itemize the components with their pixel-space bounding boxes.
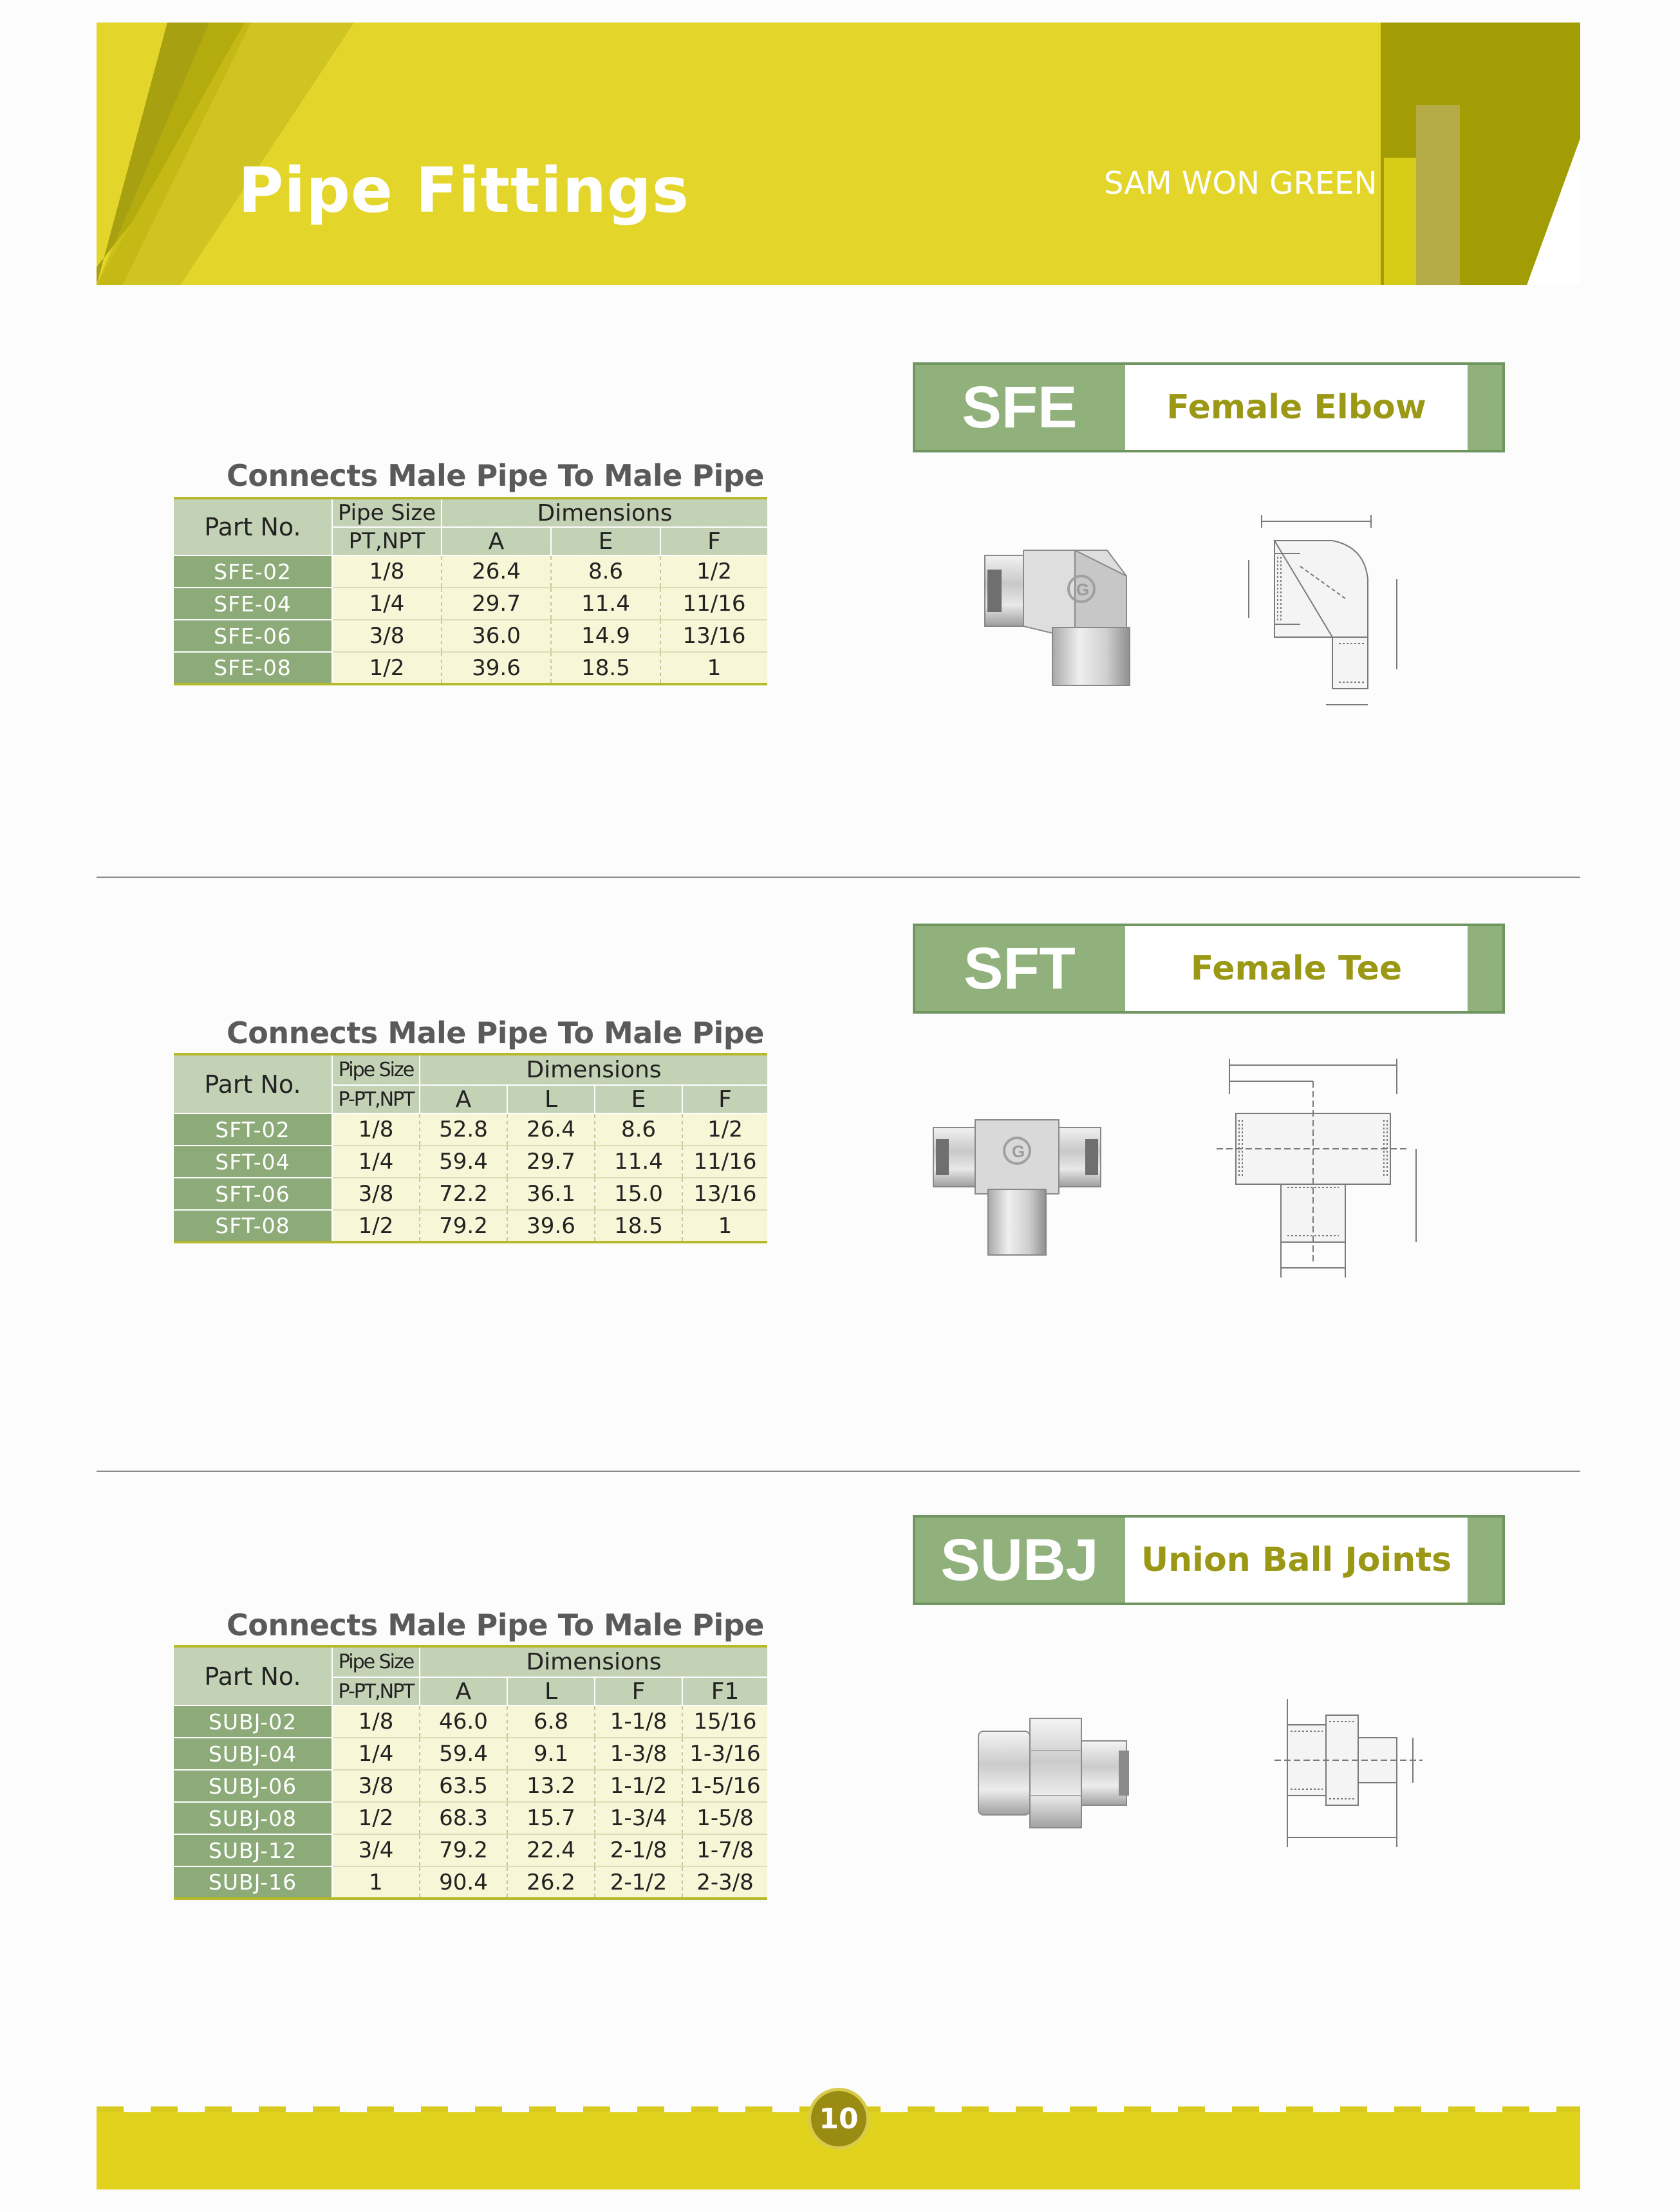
- table-cell: 13/16: [682, 1178, 767, 1210]
- table-row: [174, 652, 767, 684]
- table-row: [174, 588, 767, 620]
- header-col-a: A: [420, 1677, 507, 1705]
- table-cell: 1-3/16: [682, 1738, 767, 1770]
- table-row: [174, 1178, 767, 1210]
- table-cell: 1: [332, 1866, 420, 1899]
- product-code: SFE: [962, 374, 1078, 440]
- part-number: SFE-08: [174, 652, 332, 684]
- section-divider: [97, 1471, 1580, 1472]
- page-title: Pipe Fittings: [238, 154, 689, 227]
- header-part-no: Part No.: [174, 498, 332, 555]
- female-tee-drawing: [1197, 1055, 1429, 1287]
- part-number: SFE-06: [174, 620, 332, 652]
- header-col-l: L: [507, 1085, 595, 1113]
- female-elbow-drawing: [1210, 508, 1416, 714]
- header-pipe-size: Pipe Size: [332, 498, 442, 527]
- table-cell: 15/16: [682, 1705, 767, 1738]
- table-cell: 29.7: [442, 588, 551, 620]
- table-cell: 59.4: [420, 1146, 507, 1178]
- header-part-no: Part No.: [174, 1646, 332, 1705]
- header-col-f: F: [682, 1085, 767, 1113]
- table-cell: 90.4: [420, 1866, 507, 1899]
- union-ball-joint-photo: [972, 1712, 1139, 1834]
- union-ball-joint-drawing: [1274, 1693, 1429, 1854]
- table-cell: 14.9: [551, 620, 660, 652]
- female-tee-photo: [927, 1113, 1107, 1261]
- product-name: Female Tee: [1125, 926, 1468, 1011]
- table-cell: 26.4: [442, 555, 551, 588]
- table-row: [174, 1866, 767, 1899]
- header-decoration: [97, 23, 1580, 285]
- table-cell: 11/16: [682, 1146, 767, 1178]
- table-cell: 11.4: [551, 588, 660, 620]
- product-code: SFT: [964, 935, 1076, 1001]
- page-number: 10: [808, 2088, 870, 2150]
- spec-table-sfe: [174, 497, 767, 685]
- header-dimensions: Dimensions: [420, 1646, 767, 1677]
- part-number: SUBJ-02: [174, 1705, 332, 1738]
- table-cell: 1/2: [332, 652, 442, 684]
- table-cell: 15.7: [507, 1802, 595, 1834]
- table-cell: 1/8: [332, 555, 442, 588]
- table-cell: 11.4: [595, 1146, 682, 1178]
- table-cell: 1/8: [332, 1113, 420, 1146]
- table-cell: 72.2: [420, 1178, 507, 1210]
- table-cell: 22.4: [507, 1834, 595, 1866]
- part-number: SFT-04: [174, 1146, 332, 1178]
- header-dimensions: Dimensions: [442, 498, 767, 527]
- table-row: [174, 1146, 767, 1178]
- table-cell: 2-1/8: [595, 1834, 682, 1866]
- table-cell: 2-3/8: [682, 1866, 767, 1899]
- table-cell: 79.2: [420, 1834, 507, 1866]
- table-caption: Connects Male Pipe To Male Pipe: [227, 458, 764, 493]
- table-cell: 3/8: [332, 1770, 420, 1802]
- table-cell: 11/16: [660, 588, 767, 620]
- part-number: SUBJ-08: [174, 1802, 332, 1834]
- table-cell: 26.4: [507, 1113, 595, 1146]
- table-row: [174, 1770, 767, 1802]
- table-cell: 29.7: [507, 1146, 595, 1178]
- product-label-sfe: [913, 362, 1505, 452]
- header-col-f1: F1: [682, 1677, 767, 1705]
- brand-name: SAM WON GREEN: [1104, 165, 1377, 201]
- part-number: SFE-04: [174, 588, 332, 620]
- table-cell: 1-1/2: [595, 1770, 682, 1802]
- part-number: SFE-02: [174, 555, 332, 588]
- table-cell: 1/4: [332, 1738, 420, 1770]
- table-cell: 1-1/8: [595, 1705, 682, 1738]
- table-cell: 36.1: [507, 1178, 595, 1210]
- table-cell: 36.0: [442, 620, 551, 652]
- table-cell: 39.6: [507, 1210, 595, 1242]
- svg-text:G: G: [1076, 580, 1090, 599]
- table-cell: 6.8: [507, 1705, 595, 1738]
- product-name: Female Elbow: [1125, 365, 1468, 450]
- table-caption: Connects Male Pipe To Male Pipe: [227, 1608, 764, 1642]
- part-number: SUBJ-04: [174, 1738, 332, 1770]
- table-cell: 8.6: [595, 1113, 682, 1146]
- table-cell: 52.8: [420, 1113, 507, 1146]
- header-col-e: E: [595, 1085, 682, 1113]
- table-cell: 1/8: [332, 1705, 420, 1738]
- header-col-e: E: [551, 527, 660, 555]
- header-pipe-size-type: P-PT,NPT: [332, 1677, 420, 1705]
- table-cell: 26.2: [507, 1866, 595, 1899]
- table-row: [174, 620, 767, 652]
- header-col-f: F: [660, 527, 767, 555]
- product-code: SUBJ: [940, 1527, 1099, 1593]
- table-cell: 9.1: [507, 1738, 595, 1770]
- table-cell: 3/8: [332, 1178, 420, 1210]
- table-row: [174, 1802, 767, 1834]
- table-cell: 15.0: [595, 1178, 682, 1210]
- part-number: SFT-06: [174, 1178, 332, 1210]
- table-cell: 1-7/8: [682, 1834, 767, 1866]
- header-col-a: A: [442, 527, 551, 555]
- header-pipe-size: Pipe Size: [332, 1054, 420, 1085]
- table-cell: 13.2: [507, 1770, 595, 1802]
- table-cell: 1/2: [682, 1113, 767, 1146]
- page-header: [97, 23, 1580, 285]
- table-cell: 1: [682, 1210, 767, 1242]
- part-number: SFT-02: [174, 1113, 332, 1146]
- table-row: [174, 1210, 767, 1242]
- header-col-f: F: [595, 1677, 682, 1705]
- table-cell: 1/2: [332, 1210, 420, 1242]
- table-row: [174, 1738, 767, 1770]
- table-cell: 1-5/8: [682, 1802, 767, 1834]
- table-cell: 18.5: [551, 652, 660, 684]
- table-cell: 63.5: [420, 1770, 507, 1802]
- spec-table-subj: [174, 1645, 767, 1900]
- section-divider: [97, 877, 1580, 878]
- table-cell: 18.5: [595, 1210, 682, 1242]
- table-cell: 1/4: [332, 1146, 420, 1178]
- table-cell: 59.4: [420, 1738, 507, 1770]
- table-caption: Connects Male Pipe To Male Pipe: [227, 1016, 764, 1050]
- header-col-l: L: [507, 1677, 595, 1705]
- table-cell: 13/16: [660, 620, 767, 652]
- table-cell: 1-3/8: [595, 1738, 682, 1770]
- table-row: [174, 1834, 767, 1866]
- product-label-sft: [913, 924, 1505, 1014]
- header-part-no: Part No.: [174, 1054, 332, 1113]
- header-dimensions: Dimensions: [420, 1054, 767, 1085]
- part-number: SUBJ-12: [174, 1834, 332, 1866]
- part-number: SFT-08: [174, 1210, 332, 1242]
- part-number: SUBJ-06: [174, 1770, 332, 1802]
- female-elbow-photo: [978, 537, 1159, 692]
- header-col-a: A: [420, 1085, 507, 1113]
- table-cell: 79.2: [420, 1210, 507, 1242]
- table-cell: 3/4: [332, 1834, 420, 1866]
- table-cell: 3/8: [332, 620, 442, 652]
- table-cell: 1/2: [660, 555, 767, 588]
- table-cell: 1: [660, 652, 767, 684]
- product-label-subj: [913, 1515, 1505, 1605]
- table-cell: 68.3: [420, 1802, 507, 1834]
- header-pipe-size-type: P-PT,NPT: [332, 1085, 420, 1113]
- table-row: [174, 555, 767, 588]
- table-cell: 1/4: [332, 588, 442, 620]
- table-row: [174, 1705, 767, 1738]
- table-cell: 1-3/4: [595, 1802, 682, 1834]
- table-cell: 8.6: [551, 555, 660, 588]
- part-number: SUBJ-16: [174, 1866, 332, 1899]
- spec-table-sft: [174, 1053, 767, 1243]
- header-pipe-size: Pipe Size: [332, 1646, 420, 1677]
- table-cell: 1/2: [332, 1802, 420, 1834]
- table-cell: 46.0: [420, 1705, 507, 1738]
- header-pipe-size-type: PT,NPT: [332, 527, 442, 555]
- table-row: [174, 1113, 767, 1146]
- svg-text:G: G: [1012, 1142, 1025, 1161]
- product-name: Union Ball Joints: [1125, 1518, 1468, 1603]
- table-cell: 39.6: [442, 652, 551, 684]
- table-cell: 1-5/16: [682, 1770, 767, 1802]
- table-cell: 2-1/2: [595, 1866, 682, 1899]
